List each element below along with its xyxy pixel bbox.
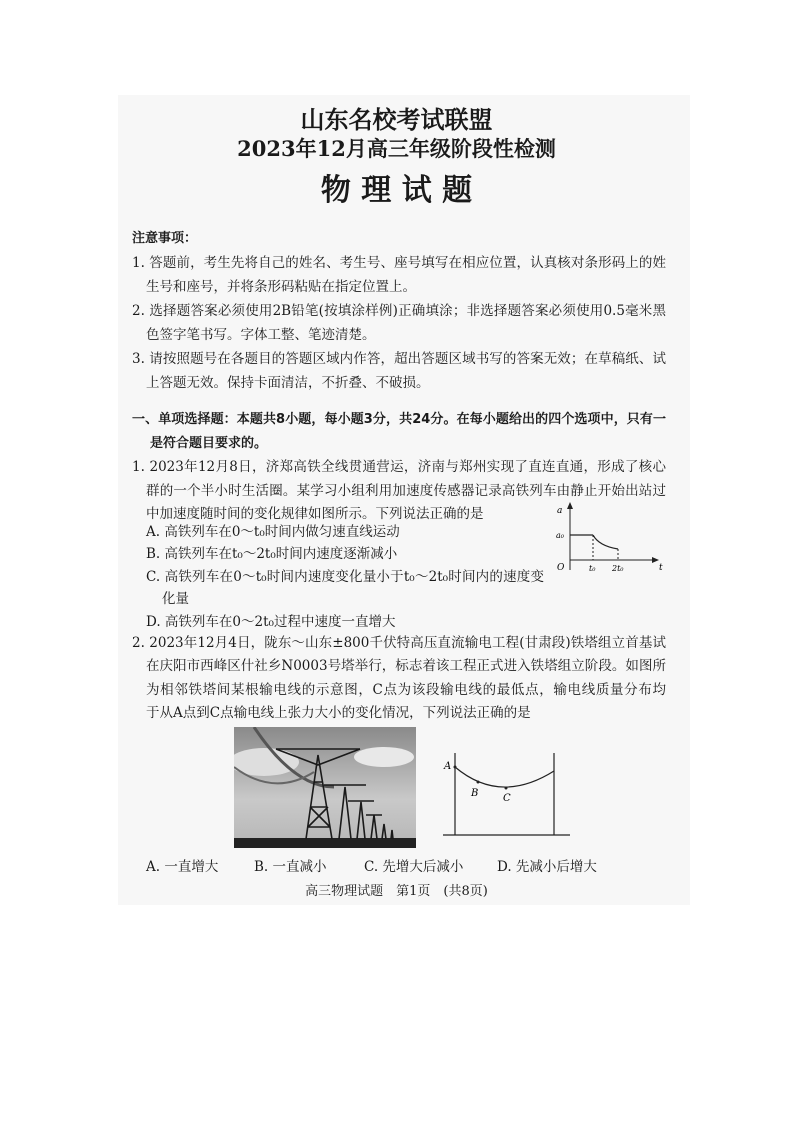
q2-stem: 在庆阳市西峰区什社乡N0003号塔举行，标志着该工程正式进入铁塔组立阶段。如图所 (146, 658, 666, 674)
notice-line: 2. 选择题答案必须使用2B铅笔(按填涂样例)正确填涂；非选择题答案必须使用0.5毫米黑 (132, 303, 666, 319)
power-line-diagram (440, 750, 580, 842)
page-footer: 高三物理试题 第1页 (共8页) (305, 884, 488, 899)
q1-option-d: D. 高铁列车在0～2t₀过程中速度一直增大 (146, 614, 396, 630)
q1-stem: 群的一个半小时生活圈。某学习小组利用加速度传感器记录高铁列车由静止开始出站过 (146, 483, 666, 499)
org-title: 山东名校考试联盟 (300, 105, 493, 134)
point-b-label: B (471, 788, 479, 799)
q2-option-b: B. 一直减小 (254, 859, 327, 875)
x-label: t (659, 563, 663, 573)
x-arrow-icon (652, 557, 659, 563)
q2-option-c: C. 先增大后减小 (364, 859, 464, 875)
y-arrow-icon (567, 502, 573, 509)
point-a-label: A (444, 761, 452, 772)
notice-line: 3. 请按照题号在各题目的答题区域内作答，超出答题区域书写的答案无效；在草稿纸、试 (132, 351, 666, 367)
q2-stem: 为相邻铁塔间某根输电线的示意图，C点为该段输电线的最低点，输电线质量分布均 (146, 682, 666, 698)
acceleration-time-graph (555, 500, 665, 578)
q2-stem: 2. 2023年12月4日，陇东～山东±800千伏特高压直流输电工程(甘肃段)铁塔组立首基试 (132, 635, 666, 651)
a0-label: a₀ (556, 531, 564, 540)
q2-option-d: D. 先减小后增大 (497, 859, 597, 875)
t0-label: t₀ (589, 564, 596, 573)
q1-option-c: C. 高铁列车在0～t₀时间内速度变化量小于t₀～2t₀时间内的速度变 (146, 569, 544, 585)
notice-line: 色签字笔书写。字体工整、笔迹清楚。 (146, 327, 376, 343)
cable (455, 767, 554, 787)
origin-label: O (557, 563, 565, 573)
q1-stem: 1. 2023年12月8日，济郑高铁全线贯通营运，济南与郑州实现了直连直通，形成了核心 (132, 459, 666, 475)
exam-title: 2023年12月高三年级阶段性检测 (237, 136, 556, 161)
section-heading: 是符合题目要求的。 (150, 436, 268, 451)
notice-title: 注意事项： (132, 231, 198, 246)
notice-line: 1. 答题前，考生先将自己的姓名、考生号、座号填写在相应位置，认真核对条形码上的姓 (132, 255, 666, 271)
q1-option-b: B. 高铁列车在t₀～2t₀时间内速度逐渐减小 (146, 546, 398, 562)
q1-option-a: A. 高铁列车在0～t₀时间内做匀速直线运动 (146, 524, 400, 540)
q2-option-a: A. 一直增大 (146, 859, 219, 875)
section-heading: 一、单项选择题：本题共8小题，每小题3分，共24分。在每小题给出的四个选项中，只有一 (132, 412, 666, 427)
q1-option-c-cont: 化量 (162, 591, 189, 607)
y-label: a (557, 506, 563, 516)
subject-title: 物 理 试 题 (320, 173, 473, 208)
notice-line: 上答题无效。保持卡面清洁，不折叠、不破损。 (146, 375, 430, 391)
2t0-label: 2t₀ (612, 564, 624, 573)
power-tower-photo (234, 727, 416, 848)
decay-curve (593, 535, 618, 549)
notice-line: 生号和座号，并将条形码粘贴在指定位置上。 (146, 279, 416, 295)
q1-stem: 中加速度随时间的变化规律如图所示。下列说法正确的是 (146, 506, 484, 522)
point-c-label: C (503, 793, 511, 804)
q2-stem: 于从A点到C点输电线上张力大小的变化情况，下列说法正确的是 (146, 705, 531, 721)
